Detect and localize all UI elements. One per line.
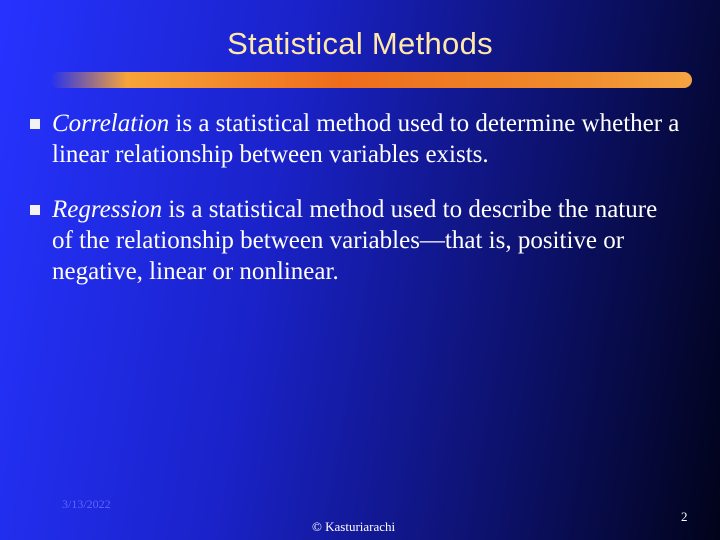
bullet-term: Regression <box>52 196 163 223</box>
bullet-list <box>30 108 680 311</box>
square-bullet-icon <box>30 205 40 215</box>
page-number: 2 <box>681 509 688 524</box>
bullet-text: is a statistical method used to describe the nature of the relationship between variables—that is, positive or negative, linear or nonlinear. <box>52 196 658 285</box>
square-bullet-icon <box>30 119 40 129</box>
bullet-term: Correlation <box>52 110 170 137</box>
bullet-correlation <box>30 108 680 170</box>
title-underline-bar <box>50 72 692 88</box>
bullet-regression <box>30 194 680 287</box>
slide-title: Statistical Methods <box>227 26 493 61</box>
bullet-text: is a statistical method used to determine whether a linear relationship between variables exists. <box>52 110 680 168</box>
footer-author: © Kasturiarachi <box>312 519 396 534</box>
footer-date: 3/13/2022 <box>62 497 111 511</box>
